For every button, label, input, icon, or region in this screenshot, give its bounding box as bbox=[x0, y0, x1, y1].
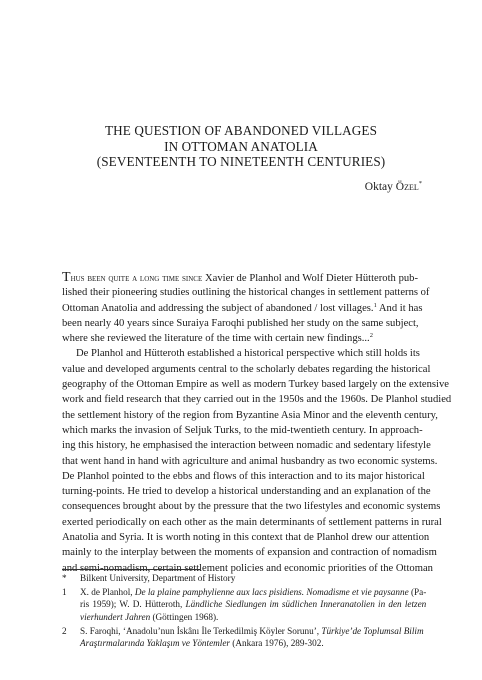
paragraph-2-line-8: that went hand in hand with agriculture and animal husbandry as two economic systems. bbox=[62, 455, 438, 467]
paragraph-1-line-4: been nearly 40 years since Suraiya Faroqhi published her study on the same subject, bbox=[62, 317, 419, 329]
paragraph-2-line-9: De Planhol pointed to the ebbs and flows of this interaction and to its major historical bbox=[62, 470, 425, 482]
footnote-2-book-title: Türkiye’de Toplumsal Bilim bbox=[321, 625, 424, 636]
footnote-star-mark: * bbox=[62, 573, 67, 583]
footnote-1-line-1-end: (Pa- bbox=[408, 587, 427, 598]
footnote-2 bbox=[62, 625, 424, 649]
author-last-name: Özel bbox=[395, 181, 419, 193]
title-line-1: THE QUESTION OF ABANDONED VILLAGES bbox=[104, 123, 378, 138]
footnote-1-line-2 bbox=[80, 598, 426, 610]
paragraph-2-line-2: value and developed arguments central to the scholarly debates regarding the historical bbox=[62, 363, 431, 375]
title-line-3: (SEVENTEENTH TO NINETEENTH CENTURIES) bbox=[96, 154, 386, 169]
footnote-2-line-2-end: (Ankara 1976), 289-302. bbox=[229, 638, 324, 649]
paragraph-2-line-7: ing this history, he emphasised the interaction between nomadic and sedentary lifestyle bbox=[62, 440, 431, 452]
paragraph-2-line-15: and semi-nomadism, certain settlement policies and economic priorities of the Ottoman bbox=[62, 562, 433, 574]
paragraph-2-line-5: the settlement history of the region from Byzantine Asia Minor and the eleventh century, bbox=[62, 409, 438, 421]
footnote-1-line-3 bbox=[80, 611, 426, 623]
footnote-1-second-title: Ländliche Siedlungen im südlichen Inneranatolien in den letzen bbox=[185, 599, 427, 610]
paragraph-1-line-2: lished their pioneering studies outlining the historical changes in settlement patterns of bbox=[62, 287, 430, 299]
paragraph-1-line-1 bbox=[62, 270, 418, 285]
footnote-1 bbox=[62, 586, 427, 623]
footnotes bbox=[62, 572, 427, 649]
paragraph-2-line-4: work and field research that they carried out in the 1950s and the 1960s. De Planhol studied bbox=[62, 394, 452, 406]
title-line-2: IN OTTOMAN ANATOLIA bbox=[164, 138, 318, 154]
footnote-1-second-title-end: vierhundert Jahren bbox=[80, 611, 151, 622]
footnote-1-line-1 bbox=[80, 586, 426, 598]
footnote-ref-2[interactable]: 2 bbox=[369, 332, 373, 340]
paragraph-1-line-5 bbox=[62, 331, 418, 346]
author-byline bbox=[365, 180, 422, 193]
paragraph-2-line-6: which marks the invasion of Seljuk Turks, to the mid-twentieth century. In approach- bbox=[62, 424, 423, 436]
footnote-2-line-1 bbox=[80, 625, 424, 637]
footnote-1-line-3-end: (Göttingen 1968). bbox=[150, 611, 219, 622]
footnote-1-line-2-text: ris 1959); W. D. Hütteroth, bbox=[80, 599, 186, 610]
footnote-1-work-title: De la plaine pamphylienne aux lacs pisidiens. Nomadisme et vie paysanne bbox=[134, 587, 409, 598]
article-body bbox=[62, 270, 452, 576]
footnote-ref-1[interactable]: 1 bbox=[373, 301, 377, 309]
paragraph-2-line-13: Anatolia and Syria. It is worth noting in this context that de Planhol drew our attention bbox=[62, 532, 430, 544]
paragraph-1-line-5-text: where she reviewed the literature of the time with certain new findings... bbox=[62, 333, 370, 345]
footnote-star-text: Bilkent University, Department of History bbox=[80, 573, 236, 583]
footnote-star bbox=[62, 572, 418, 584]
footnote-2-book-title-end: Araştırmalarında Yaklaşım ve Yöntemler bbox=[80, 638, 230, 649]
author-first-name: Oktay bbox=[364, 181, 396, 193]
opening-small-caps: hus been quite a long time since bbox=[70, 273, 203, 284]
paragraph-2-line-10: turning-points. He tried to develop a historical understanding and an explanation of the bbox=[62, 486, 431, 498]
paragraph-2-line-1: De Planhol and Hütteroth established a historical perspective which still holds its bbox=[76, 348, 420, 360]
paragraph-2-line-14: mainly to the interplay between the moments of expansion and contraction of nomadism bbox=[62, 547, 437, 559]
author-footnote-mark: * bbox=[418, 180, 422, 187]
paragraph-1-line-3 bbox=[62, 301, 423, 316]
footnote-1-author: X. de Planhol, bbox=[80, 587, 135, 598]
paragraph-1-line-3-tail: And it has bbox=[376, 302, 423, 314]
paragraph-1-line-3-text: Ottoman Anatolia and addressing the subject of abandoned / lost villages. bbox=[62, 302, 374, 314]
footnote-1-mark: 1 bbox=[62, 587, 67, 598]
paragraph-2-line-11: consequences brought about by the pressure that the two lifestyles and economic systems bbox=[62, 501, 441, 513]
paragraph-2-line-12: exerted periodically on each other as the main determinants of settlement patterns in rural bbox=[62, 516, 442, 528]
footnote-2-line-2 bbox=[80, 637, 424, 649]
drop-cap: T bbox=[62, 270, 71, 285]
paragraph-2-line-3: geography of the Ottoman Empire as well as modern Turkey based largely on the extensive bbox=[62, 379, 449, 391]
article-title bbox=[0, 123, 482, 170]
footnote-2-article: S. Faroqhi, ‘Anadolu’nun İskânı İle Terkedilmiş Köyler Sorunu’, bbox=[80, 625, 322, 636]
footnote-2-mark: 2 bbox=[62, 625, 67, 636]
paragraph-1-line-1-text: Xavier de Planhol and Wolf Dieter Hütteroth pub- bbox=[202, 273, 418, 284]
footnote-divider bbox=[62, 569, 200, 570]
